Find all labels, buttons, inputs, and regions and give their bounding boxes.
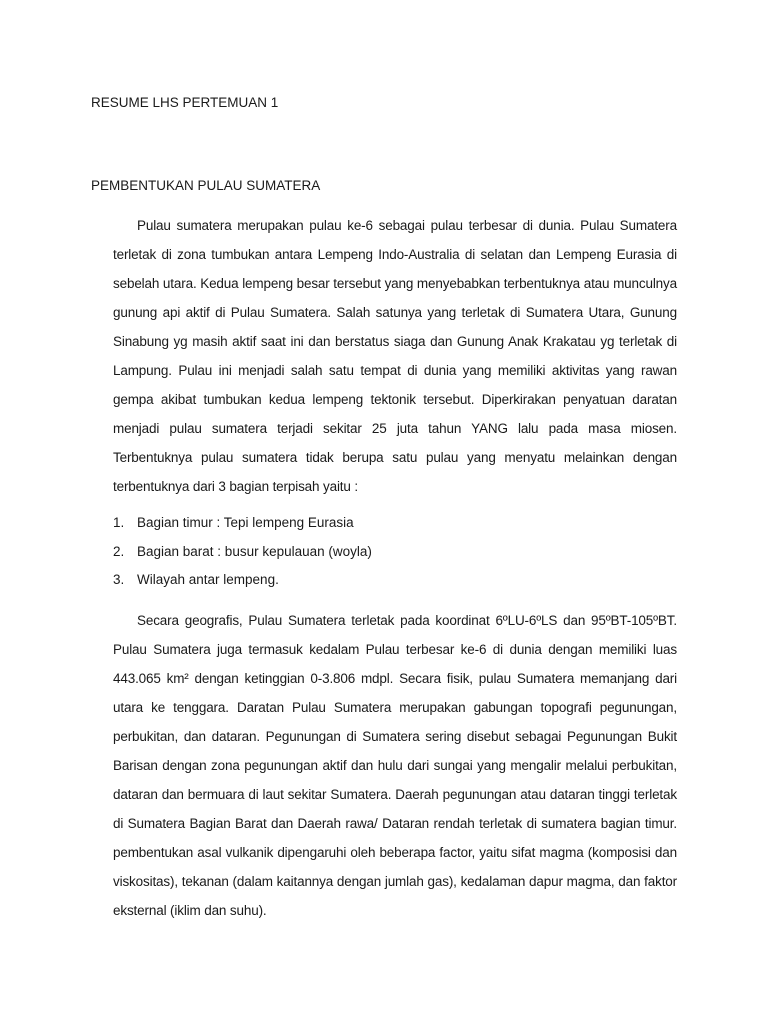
list-item-number: 2. [113, 543, 125, 559]
list-item [113, 566, 372, 595]
list-item [113, 538, 372, 567]
list-item-number: 3. [113, 572, 125, 587]
paragraph-geography: Secara geografis, Pulau Sumatera terletak pada koordinat 6ºLU-6ºLS dan 95ºBT-105ºBT. Pulau Sumatera juga termasuk kedalam Pulau terbesar ke-6 di dunia dengan memiliki luas 443.065 km² dengan ketinggian 0-3.806 mdpl. Secara fisik, pulau Sumatera memanjang dari utara ke tenggara. Daratan Pulau Sumatera merupakan gabungan topografi pegunungan, perbukitan, dan dataran. Pegunungan di Sumatera sering disebut sebagai Pegunungan Bukit Barisan dengan zona pegunungan aktif dan hulu dari sungai yang mengalir melalui perbukitan, dataran dan bermuara di laut sekitar Sumatera. Daerah pegunungan atau dataran tinggi terletak di Sumatera Bagian Barat dan Daerah rawa/ Dataran rendah terletak di sumatera bagian timur. pembentukan asal vulkanik dipengaruhi oleh beberapa factor, yaitu sifat magma (komposisi dan viskositas), tekanan (dalam kaitannya dengan jumlah gas), kedalaman dapur magma, dan faktor eksternal (iklim dan suhu). [113, 613, 677, 918]
list-item-text: Wilayah antar lempeng. [137, 572, 279, 587]
document-title: RESUME LHS PERTEMUAN 1 [91, 95, 279, 110]
section-heading: PEMBENTUKAN PULAU SUMATERA [91, 178, 321, 193]
numbered-list [113, 509, 372, 595]
paragraph-intro: Pulau sumatera merupakan pulau ke-6 sebagai pulau terbesar di dunia. Pulau Sumatera terletak di zona tumbukan antara Lempeng Indo-Australia di selatan dan Lempeng Eurasia di sebelah utara. Kedua lempeng besar tersebut yang menyebabkan terbentuknya atau munculnya gunung api aktif di Pulau Sumatera. Salah satunya yang terletak di Sumatera Utara, Gunung Sinabung yg masih aktif saat ini dan berstatus siaga dan Gunung Anak Krakatau yg terletak di Lampung. Pulau ini menjadi salah satu tempat di dunia yang memiliki aktivitas yang rawan gempa akibat tumbukan kedua lempeng tektonik tersebut. Diperkirakan penyatuan daratan menjadi pulau sumatera terjadi sekitar 25 juta tahun YANG lalu pada masa miosen. Terbentuknya pulau sumatera tidak berupa satu pulau yang menyatu melainkan dengan terbentuknya dari 3 bagian terpisah yaitu : [113, 218, 677, 494]
list-item [113, 509, 372, 538]
list-item-number: 1. [113, 515, 125, 530]
list-item-text: Bagian timur : Tepi lempeng Eurasia [137, 515, 354, 530]
list-item-text: Bagian barat : busur kepulauan (woyla) [137, 543, 372, 559]
